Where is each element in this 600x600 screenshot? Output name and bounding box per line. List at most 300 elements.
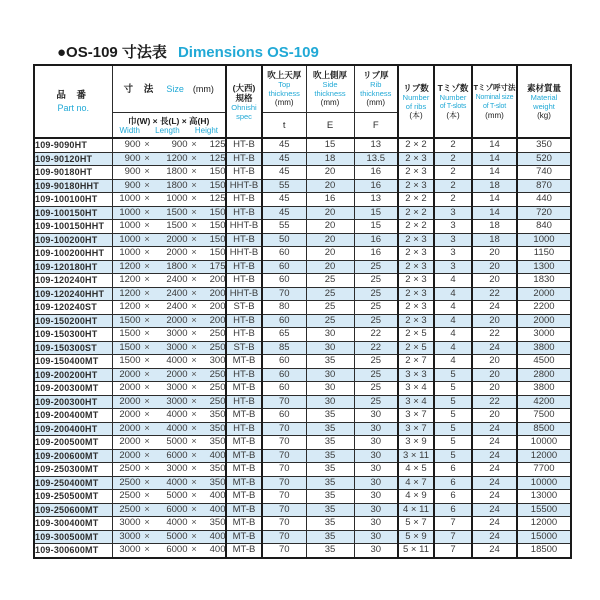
- table-row: [34, 368, 571, 382]
- weight-cell: 8500: [517, 422, 571, 436]
- multiply-sign: ×: [144, 206, 150, 218]
- size-width-value: 2500: [119, 490, 141, 501]
- tslot-count-cell: 6: [434, 490, 472, 504]
- weight-cell: 4200: [517, 395, 571, 409]
- side-thickness-cell: 35: [306, 503, 354, 517]
- spec-cell: HT-B: [226, 274, 262, 288]
- part-number-cell: 109-90180HHT: [34, 179, 112, 193]
- side-thickness-cell: 18: [306, 152, 354, 166]
- size-width-value: 1200: [119, 301, 141, 312]
- tslot-count-cell: 4: [434, 301, 472, 315]
- rib-count-cell: 2 × 3: [398, 166, 434, 180]
- size-height-value: 200: [209, 287, 226, 299]
- rib-thickness-cell: 25: [354, 301, 398, 315]
- size-height-value: 250: [209, 382, 226, 393]
- rib-thickness-cell: 22: [354, 341, 398, 355]
- spec-cell: HHT-B: [226, 287, 262, 301]
- tslot-count-cell: 3: [434, 247, 472, 261]
- part-number-cell: 109-100100HT: [34, 193, 112, 207]
- t-symbol-header: t: [262, 113, 306, 139]
- part-number-cell: 109-200500MT: [34, 436, 112, 450]
- side-thickness-cell: 35: [306, 409, 354, 423]
- weight-cell: 4500: [517, 355, 571, 369]
- size-width-value: 3000: [119, 544, 141, 555]
- multiply-sign: ×: [144, 422, 150, 434]
- tslot-count-cell: 6: [434, 476, 472, 490]
- multiply-sign: ×: [191, 328, 197, 339]
- part-number-cell: 109-250400MT: [34, 476, 112, 490]
- tslot-count-cell: 5: [434, 449, 472, 463]
- tslot-size-cell: 20: [472, 274, 517, 288]
- rib-thickness-cell: 30: [354, 422, 398, 436]
- multiply-sign: ×: [191, 544, 197, 555]
- rib-thickness-cell: 30: [354, 530, 398, 544]
- spec-cell: HT-B: [226, 260, 262, 274]
- table-row: [34, 301, 571, 315]
- multiply-sign: ×: [144, 152, 150, 164]
- spec-cell: HT-B: [226, 138, 262, 152]
- size-height-value: 200: [209, 314, 226, 326]
- size-cell: [112, 476, 226, 490]
- size-height-value: 250: [209, 395, 226, 407]
- spec-cell: HT-B: [226, 314, 262, 328]
- size-length-value: 3000: [166, 395, 188, 407]
- tslot-count-cell: 2: [434, 138, 472, 152]
- multiply-sign: ×: [191, 490, 197, 501]
- size-cell: [112, 179, 226, 193]
- multiply-sign: ×: [144, 233, 150, 245]
- size-header: 寸 法 Size (mm): [112, 65, 226, 113]
- side-thickness-cell: 35: [306, 530, 354, 544]
- multiply-sign: ×: [191, 463, 197, 474]
- top-thickness-cell: 60: [262, 382, 306, 396]
- multiply-sign: ×: [144, 490, 150, 501]
- size-cell: [112, 193, 226, 207]
- size-length-value: 6000: [166, 544, 188, 555]
- size-width-value: 1200: [119, 287, 141, 299]
- part-number-cell: 109-300400MT: [34, 517, 112, 531]
- size-cell: [112, 355, 226, 369]
- rib-thickness-cell: 30: [354, 449, 398, 463]
- part-number-cell: 109-200300HT: [34, 395, 112, 409]
- multiply-sign: ×: [191, 179, 197, 191]
- size-width-value: 900: [124, 166, 141, 177]
- tslot-count-cell: 4: [434, 314, 472, 328]
- multiply-sign: ×: [144, 166, 150, 177]
- weight-cell: 7500: [517, 409, 571, 423]
- spec-cell: MT-B: [226, 517, 262, 531]
- tslot-count-cell: 3: [434, 260, 472, 274]
- rib-count-cell: 3 × 7: [398, 409, 434, 423]
- rib-count-header: リブ数 Number of ribs (本): [398, 65, 434, 138]
- rib-count-cell: 4 × 11: [398, 503, 434, 517]
- multiply-sign: ×: [191, 233, 197, 245]
- tslot-size-cell: 18: [472, 220, 517, 234]
- rib-count-cell: 2 × 3: [398, 274, 434, 288]
- rib-thickness-cell: 25: [354, 355, 398, 369]
- size-width-value: 1200: [119, 274, 141, 285]
- multiply-sign: ×: [144, 544, 150, 555]
- size-height-value: 350: [209, 422, 226, 434]
- tslot-count-cell: 2: [434, 193, 472, 207]
- multiply-sign: ×: [144, 476, 150, 488]
- rib-thickness-cell: 22: [354, 328, 398, 342]
- rib-thickness-cell: 25: [354, 368, 398, 382]
- table-row: [34, 193, 571, 207]
- size-cell: [112, 503, 226, 517]
- size-length-value: 2000: [166, 233, 188, 245]
- top-thickness-cell: 60: [262, 274, 306, 288]
- size-cell: [112, 449, 226, 463]
- tslot-count-cell: 5: [434, 368, 472, 382]
- rib-count-cell: 5 × 9: [398, 530, 434, 544]
- size-cell: [112, 395, 226, 409]
- size-height-value: 150: [209, 247, 226, 258]
- size-length-value: 6000: [166, 503, 188, 515]
- size-length-value: 5000: [166, 436, 188, 447]
- weight-cell: 720: [517, 206, 571, 220]
- table-row: [34, 179, 571, 193]
- spec-cell: MT-B: [226, 463, 262, 477]
- side-thickness-cell: 20: [306, 233, 354, 247]
- tslot-count-cell: 2: [434, 166, 472, 180]
- rib-count-cell: 2 × 2: [398, 220, 434, 234]
- size-width-value: 1500: [119, 328, 141, 339]
- top-thickness-cell: 70: [262, 436, 306, 450]
- size-cell: [112, 247, 226, 261]
- part-number-cell: 109-150400MT: [34, 355, 112, 369]
- multiply-sign: ×: [144, 368, 150, 380]
- top-thickness-cell: 45: [262, 166, 306, 180]
- top-thickness-cell: 45: [262, 152, 306, 166]
- size-length-value: 1800: [166, 260, 188, 272]
- rib-thickness-cell: 13: [354, 193, 398, 207]
- tslot-size-header: Tミゾ呼寸法 Nominal size of T-slot (mm): [472, 65, 517, 138]
- rib-thickness-cell: 30: [354, 476, 398, 490]
- tslot-count-cell: 6: [434, 503, 472, 517]
- rib-thickness-cell: 30: [354, 409, 398, 423]
- top-thickness-cell: 60: [262, 409, 306, 423]
- weight-cell: 12000: [517, 449, 571, 463]
- rib-count-cell: 4 × 7: [398, 476, 434, 490]
- part-number-cell: 109-120240HT: [34, 274, 112, 288]
- multiply-sign: ×: [191, 274, 197, 285]
- multiply-sign: ×: [144, 436, 150, 447]
- size-cell: [112, 328, 226, 342]
- weight-cell: 7700: [517, 463, 571, 477]
- table-row: [34, 490, 571, 504]
- size-height-value: 300: [209, 355, 226, 366]
- table-row: [34, 355, 571, 369]
- top-thickness-cell: 45: [262, 193, 306, 207]
- multiply-sign: ×: [144, 274, 150, 285]
- multiply-sign: ×: [144, 449, 150, 461]
- side-thickness-cell: 20: [306, 220, 354, 234]
- spec-cell: HT-B: [226, 152, 262, 166]
- size-width-value: 900: [124, 139, 141, 150]
- weight-cell: 10000: [517, 436, 571, 450]
- multiply-sign: ×: [191, 409, 197, 420]
- spec-cell: HT-B: [226, 193, 262, 207]
- rib-count-cell: 2 × 2: [398, 193, 434, 207]
- side-thickness-cell: 16: [306, 193, 354, 207]
- part-number-cell: 109-200200HT: [34, 368, 112, 382]
- rib-count-cell: 3 × 4: [398, 395, 434, 409]
- top-thickness-cell: 70: [262, 449, 306, 463]
- size-length-value: 3000: [166, 328, 188, 339]
- tslot-size-cell: 24: [472, 517, 517, 531]
- side-thickness-cell: 30: [306, 395, 354, 409]
- size-cell: [112, 422, 226, 436]
- tslot-count-cell: 3: [434, 233, 472, 247]
- table-body: [34, 138, 571, 558]
- e-symbol-header: E: [306, 113, 354, 139]
- spec-cell: HHT-B: [226, 247, 262, 261]
- weight-cell: 440: [517, 193, 571, 207]
- top-thickness-cell: 70: [262, 395, 306, 409]
- size-length-value: 1800: [166, 166, 188, 177]
- tslot-size-cell: 14: [472, 152, 517, 166]
- weight-cell: 1150: [517, 247, 571, 261]
- tslot-size-cell: 24: [472, 530, 517, 544]
- part-number-cell: 109-100200HT: [34, 233, 112, 247]
- tslot-size-cell: 24: [472, 301, 517, 315]
- side-thickness-cell: 30: [306, 341, 354, 355]
- tslot-size-cell: 20: [472, 368, 517, 382]
- table-row: [34, 449, 571, 463]
- tslot-size-cell: 20: [472, 382, 517, 396]
- size-width-value: 900: [124, 179, 141, 191]
- page-title-ja: ●OS-109 寸法表: [57, 44, 167, 61]
- top-thickness-cell: 85: [262, 341, 306, 355]
- multiply-sign: ×: [144, 395, 150, 407]
- tslot-count-cell: 4: [434, 341, 472, 355]
- multiply-sign: ×: [191, 382, 197, 393]
- spec-cell: ST-B: [226, 341, 262, 355]
- rib-count-cell: 2 × 3: [398, 247, 434, 261]
- rib-thickness-cell: 15: [354, 206, 398, 220]
- size-length-value: 3000: [166, 341, 188, 353]
- top-thickness-cell: 50: [262, 233, 306, 247]
- top-thickness-cell: 60: [262, 260, 306, 274]
- tslot-count-cell: 2: [434, 179, 472, 193]
- spec-cell: HT-B: [226, 233, 262, 247]
- spec-cell: ST-B: [226, 301, 262, 315]
- rib-count-cell: 3 × 11: [398, 449, 434, 463]
- multiply-sign: ×: [191, 314, 197, 326]
- multiply-sign: ×: [191, 260, 197, 272]
- top-thickness-cell: 60: [262, 368, 306, 382]
- multiply-sign: ×: [144, 517, 150, 528]
- side-thickness-cell: 20: [306, 206, 354, 220]
- side-thickness-cell: 30: [306, 328, 354, 342]
- spec-header: (大西) 規格 Ohnishi spec: [226, 65, 262, 138]
- size-width-value: 3000: [119, 530, 141, 542]
- rib-thickness-cell: 25: [354, 395, 398, 409]
- side-thickness-cell: 30: [306, 382, 354, 396]
- size-length-value: 6000: [166, 449, 188, 461]
- tslot-size-cell: 20: [472, 409, 517, 423]
- size-cell: [112, 490, 226, 504]
- size-height-value: 250: [209, 368, 226, 380]
- size-cell: [112, 544, 226, 558]
- side-thickness-cell: 35: [306, 422, 354, 436]
- tslot-count-cell: 5: [434, 395, 472, 409]
- spec-cell: HT-B: [226, 368, 262, 382]
- size-width-value: 2000: [119, 449, 141, 461]
- size-cell: [112, 341, 226, 355]
- part-number-cell: 109-200300MT: [34, 382, 112, 396]
- table-row: [34, 260, 571, 274]
- tslot-size-cell: 22: [472, 395, 517, 409]
- multiply-sign: ×: [144, 503, 150, 515]
- size-cell: [112, 368, 226, 382]
- rib-count-cell: 2 × 3: [398, 152, 434, 166]
- weight-cell: 2000: [517, 287, 571, 301]
- part-number-cell: 109-150200HT: [34, 314, 112, 328]
- part-number-cell: 109-120240ST: [34, 301, 112, 315]
- weight-cell: 15500: [517, 503, 571, 517]
- size-cell: [112, 152, 226, 166]
- side-thickness-cell: 35: [306, 436, 354, 450]
- page-title: [57, 41, 319, 62]
- table-row: [34, 152, 571, 166]
- size-width-value: 3000: [119, 517, 141, 528]
- size-length-value: 2000: [166, 368, 188, 380]
- size-height-value: 400: [209, 544, 226, 555]
- size-height-value: 150: [209, 233, 226, 245]
- rib-count-cell: 2 × 3: [398, 287, 434, 301]
- rib-thickness-cell: 25: [354, 287, 398, 301]
- size-cell: [112, 206, 226, 220]
- spec-cell: MT-B: [226, 476, 262, 490]
- multiply-sign: ×: [144, 287, 150, 299]
- dimensions-table: [33, 64, 572, 559]
- spec-cell: HT-B: [226, 422, 262, 436]
- part-number-cell: 109-200600MT: [34, 449, 112, 463]
- multiply-sign: ×: [191, 287, 197, 299]
- multiply-sign: ×: [191, 247, 197, 258]
- size-width-value: 1000: [119, 233, 141, 245]
- part-number-cell: 109-100150HT: [34, 206, 112, 220]
- size-cell: [112, 530, 226, 544]
- rib-count-cell: 2 × 3: [398, 179, 434, 193]
- spec-cell: HT-B: [226, 328, 262, 342]
- rib-thickness-cell: 30: [354, 503, 398, 517]
- multiply-sign: ×: [144, 355, 150, 366]
- spec-cell: MT-B: [226, 449, 262, 463]
- table-row: [34, 517, 571, 531]
- rib-count-cell: 3 × 3: [398, 368, 434, 382]
- top-thickness-cell: 70: [262, 476, 306, 490]
- size-height-value: 400: [209, 503, 226, 515]
- rib-thickness-cell: 16: [354, 233, 398, 247]
- tslot-count-cell: 5: [434, 409, 472, 423]
- size-height-value: 350: [209, 436, 226, 447]
- tslot-size-cell: 24: [472, 476, 517, 490]
- size-cell: [112, 301, 226, 315]
- part-number-cell: 109-250500MT: [34, 490, 112, 504]
- tslot-size-cell: 24: [472, 503, 517, 517]
- tslot-size-cell: 18: [472, 233, 517, 247]
- spec-cell: HHT-B: [226, 179, 262, 193]
- table-row: [34, 409, 571, 423]
- rib-count-cell: 5 × 11: [398, 544, 434, 558]
- size-height-value: 150: [209, 206, 226, 218]
- tslot-size-cell: 14: [472, 206, 517, 220]
- size-cell: [112, 436, 226, 450]
- rib-thickness-cell: 25: [354, 274, 398, 288]
- size-cell: [112, 166, 226, 180]
- table-row: [34, 422, 571, 436]
- spec-cell: HT-B: [226, 206, 262, 220]
- rib-count-cell: 2 × 3: [398, 260, 434, 274]
- multiply-sign: ×: [191, 341, 197, 353]
- multiply-sign: ×: [144, 530, 150, 542]
- spec-cell: MT-B: [226, 409, 262, 423]
- top-thickness-header: 吹上天厚 Top thickness (mm): [262, 65, 306, 113]
- table-row: [34, 382, 571, 396]
- size-height-value: 125: [209, 139, 226, 150]
- side-thickness-cell: 20: [306, 247, 354, 261]
- rib-count-cell: 3 × 4: [398, 382, 434, 396]
- size-cell: [112, 233, 226, 247]
- table-row: [34, 436, 571, 450]
- rib-thickness-cell: 13.5: [354, 152, 398, 166]
- multiply-sign: ×: [144, 409, 150, 420]
- size-height-value: 400: [209, 490, 226, 501]
- top-thickness-cell: 70: [262, 530, 306, 544]
- size-length-value: 5000: [166, 530, 188, 542]
- part-number-cell: 109-150300HT: [34, 328, 112, 342]
- size-width-value: 1000: [119, 220, 141, 231]
- size-width-value: 1500: [119, 341, 141, 353]
- size-cell: [112, 220, 226, 234]
- part-number-cell: 109-200400MT: [34, 409, 112, 423]
- size-sub-header: 巾(W) × 長(L) × 高(H) Width Length Height: [112, 113, 226, 139]
- size-width-value: 1500: [119, 355, 141, 366]
- top-thickness-cell: 55: [262, 220, 306, 234]
- size-width-value: 2000: [119, 382, 141, 393]
- weight-cell: 10000: [517, 476, 571, 490]
- weight-cell: 1830: [517, 274, 571, 288]
- top-thickness-cell: 70: [262, 517, 306, 531]
- tslot-size-cell: 24: [472, 449, 517, 463]
- rib-count-cell: 2 × 3: [398, 301, 434, 315]
- size-width-value: 2500: [119, 463, 141, 474]
- rib-count-cell: 2 × 2: [398, 138, 434, 152]
- spec-cell: HT-B: [226, 166, 262, 180]
- size-length-value: 2400: [166, 287, 188, 299]
- size-length-value: 2000: [166, 247, 188, 258]
- tslot-size-cell: 18: [472, 179, 517, 193]
- part-no-header: 品 番 Part no.: [34, 65, 112, 138]
- size-height-value: 150: [209, 179, 226, 191]
- weight-cell: 1000: [517, 233, 571, 247]
- multiply-sign: ×: [191, 152, 197, 164]
- tslot-size-cell: 24: [472, 341, 517, 355]
- size-width-value: 2500: [119, 503, 141, 515]
- size-height-value: 350: [209, 463, 226, 474]
- table-row: [34, 476, 571, 490]
- tslot-count-cell: 7: [434, 530, 472, 544]
- rib-count-cell: 3 × 7: [398, 422, 434, 436]
- size-cell: [112, 409, 226, 423]
- size-length-value: 3000: [166, 463, 188, 474]
- size-length-value: 5000: [166, 490, 188, 501]
- side-thickness-cell: 35: [306, 476, 354, 490]
- size-width-value: 1500: [119, 314, 141, 326]
